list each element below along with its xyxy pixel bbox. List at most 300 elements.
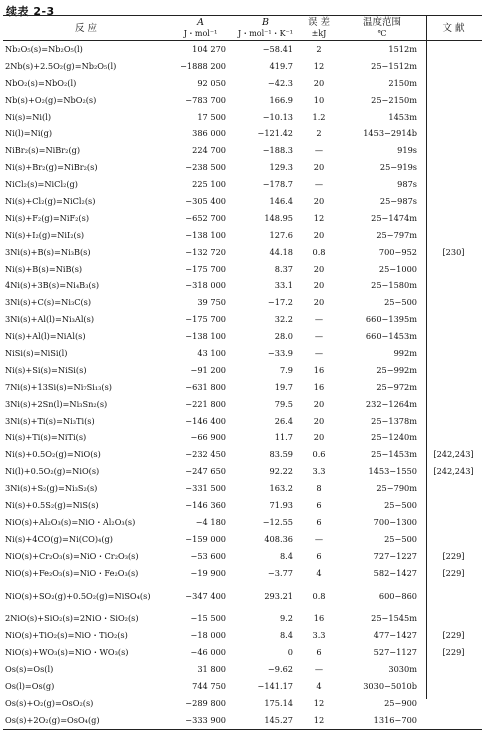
- error-cell: 0.6: [312, 449, 326, 460]
- reference-cell: [229]: [442, 647, 465, 658]
- reference-cell: [425, 328, 482, 345]
- reference-cell: [425, 125, 482, 142]
- a-cell: −331 500: [185, 483, 226, 494]
- reference-cell: [425, 92, 482, 109]
- temp-range-cell: 3030m: [388, 664, 417, 675]
- b-cell: 83.59: [269, 449, 293, 460]
- reaction-cell: Ni(s)+0.5O₂(g)=NiO(s): [5, 449, 101, 460]
- table-row: [3, 277, 482, 294]
- table-row: [3, 227, 482, 244]
- error-cell: 20: [313, 297, 325, 308]
- a-cell: 386 000: [192, 128, 226, 139]
- table-row: [3, 582, 482, 611]
- table-row: [3, 712, 482, 729]
- b-cell: 7.9: [279, 364, 293, 375]
- col-header-b-unit: J・mol⁻¹・K⁻¹: [237, 29, 293, 38]
- b-cell: 33.1: [274, 280, 293, 291]
- reference-cell: [425, 396, 482, 413]
- a-cell: 31 800: [197, 664, 226, 675]
- reaction-cell: Ni(s)+Si(s)=NiSi(s): [5, 364, 87, 375]
- reaction-cell: Ni(s)+B(s)=NiB(s): [5, 263, 83, 274]
- error-cell: 16: [313, 613, 325, 624]
- error-cell: —: [314, 664, 324, 675]
- a-cell: −19 900: [190, 567, 226, 578]
- error-cell: 16: [313, 364, 325, 375]
- reference-cell: [425, 429, 482, 446]
- error-cell: —: [314, 331, 324, 342]
- column-divider: [426, 15, 427, 699]
- reference-cell: [425, 41, 482, 58]
- temp-range-cell: 25−1000: [378, 263, 417, 274]
- table-row: [3, 644, 482, 661]
- error-cell: 20: [313, 432, 325, 443]
- b-cell: −33.9: [267, 347, 293, 358]
- table-row: [3, 565, 482, 582]
- temp-range-cell: 25−900: [384, 697, 417, 708]
- table-row: [3, 611, 482, 628]
- reference-cell: [425, 362, 482, 379]
- temp-range-cell: 582−1427: [373, 567, 417, 578]
- table-row: [3, 695, 482, 712]
- b-cell: 71.93: [269, 499, 293, 510]
- a-cell: 43 100: [197, 347, 226, 358]
- table-row: [3, 41, 482, 58]
- error-cell: 12: [313, 697, 325, 708]
- reaction-cell: NiO(s)+SO₂(g)+0.5O₂(g)=NiSO₄(s): [5, 590, 151, 601]
- a-cell: −146 400: [185, 415, 226, 426]
- reaction-cell: NiO(s)+Cr₂O₃(s)=NiO・Cr₂O₃(s): [5, 550, 139, 561]
- a-cell: −66 900: [190, 432, 226, 443]
- reaction-cell: NiO(s)+TiO₂(s)=NiO・TiO₂(s): [5, 630, 128, 641]
- a-cell: −138 100: [185, 331, 226, 342]
- a-cell: 39 750: [197, 297, 226, 308]
- temp-range-cell: 3030−5010b: [363, 681, 417, 691]
- a-cell: −132 720: [185, 246, 226, 257]
- reaction-cell: Ni(s)+0.5S₂(g)=NiS(s): [5, 499, 99, 510]
- table-row: [3, 548, 482, 565]
- temp-range-cell: 25−790m: [376, 483, 417, 494]
- reference-cell: [425, 142, 482, 159]
- b-cell: 79.5: [274, 398, 293, 409]
- temp-range-cell: 700−1300: [373, 516, 417, 527]
- table-row: [3, 531, 482, 548]
- temp-range-cell: 25−987s: [379, 195, 417, 206]
- temp-range-cell: 1316−700: [339, 712, 425, 729]
- a-cell: −138 100: [185, 229, 226, 240]
- b-cell: 129.3: [269, 162, 293, 173]
- col-header-error: [299, 16, 339, 41]
- reference-cell: [425, 75, 482, 92]
- b-cell: 175.14: [264, 697, 293, 708]
- a-cell: 224 700: [192, 145, 226, 156]
- a-cell: −46 000: [190, 647, 226, 658]
- col-header-b: [232, 16, 299, 41]
- reaction-cell: Nb₂O₅(s)=Nb₂O₅(l): [5, 43, 83, 54]
- error-cell: 0.8: [312, 246, 326, 257]
- col-header-reaction: 反 应: [3, 16, 169, 41]
- reaction-cell: Nb(s)+O₂(g)=NbO₂(s): [5, 94, 97, 105]
- a-cell: −232 450: [185, 449, 226, 460]
- temp-range-cell: 987s: [397, 179, 417, 190]
- a-cell: −783 700: [185, 94, 226, 105]
- b-cell: 8.37: [274, 263, 293, 274]
- table-row: [3, 294, 482, 311]
- b-cell: −42.3: [267, 77, 293, 88]
- b-cell: 166.9: [269, 94, 293, 105]
- reference-cell: [425, 497, 482, 514]
- error-cell: 20: [313, 195, 325, 206]
- reference-cell: [425, 176, 482, 193]
- temp-range-cell: 1512m: [388, 43, 417, 54]
- table-row: [3, 193, 482, 210]
- a-cell: −221 800: [185, 398, 226, 409]
- error-cell: 2: [316, 128, 322, 139]
- reference-cell: [229]: [442, 567, 465, 578]
- error-cell: 3.3: [312, 466, 326, 477]
- col-header-a-unit: J・mol⁻¹: [183, 29, 218, 38]
- table-row: [3, 210, 482, 227]
- reaction-cell: 3Ni(s)+S₂(g)=Ni₃S₂(s): [5, 483, 98, 494]
- reference-cell: [425, 695, 482, 712]
- reaction-cell: Os(s)=Os(l): [5, 664, 54, 675]
- reference-cell: [425, 582, 482, 611]
- error-cell: 4: [316, 567, 322, 578]
- reference-cell: [425, 480, 482, 497]
- error-cell: 20: [313, 398, 325, 409]
- temp-range-cell: 232−1264m: [365, 398, 417, 409]
- error-cell: 6: [316, 499, 322, 510]
- reference-cell: [229]: [442, 630, 465, 641]
- temp-range-cell: 1453−2914b: [363, 128, 417, 139]
- b-cell: −9.62: [267, 664, 293, 675]
- table-row: [3, 396, 482, 413]
- b-cell: 163.2: [269, 483, 293, 494]
- table-row: [3, 58, 482, 75]
- temp-range-cell: 660−1395m: [365, 314, 417, 325]
- error-cell: 2: [316, 43, 322, 54]
- b-cell: 146.4: [269, 195, 293, 206]
- temp-range-cell: 1453m: [388, 111, 417, 122]
- reaction-cell: 3Ni(s)+Al(l)=Ni₃Al(s): [5, 314, 95, 325]
- reaction-cell: 3Ni(s)+B(s)=Ni₃B(s): [5, 246, 91, 257]
- a-cell: −238 500: [185, 162, 226, 173]
- b-cell: 0: [287, 647, 293, 658]
- reference-cell: [425, 514, 482, 531]
- reaction-cell: 2NiO(s)+SiO₂(s)=2NiO・SiO₂(s): [5, 613, 139, 624]
- table-row: [3, 311, 482, 328]
- reaction-cell: Ni(s)+Br₂(g)=NiBr₂(s): [5, 162, 98, 173]
- temp-range-cell: 25−1512m: [371, 60, 417, 71]
- b-cell: 148.95: [264, 212, 293, 223]
- table-row: [3, 75, 482, 92]
- a-cell: 744 750: [192, 681, 226, 691]
- temp-range-cell: 1453−1550: [368, 466, 417, 477]
- reaction-cell: Ni(s)+I₂(g)=NiI₂(s): [5, 229, 85, 240]
- a-cell: 17 500: [197, 111, 226, 122]
- reaction-cell: 4Ni(s)+3B(s)=Ni₄B₃(s): [5, 280, 100, 291]
- temp-range-cell: 25−1378m: [371, 415, 417, 426]
- reaction-cell: Ni(s)+Ti(s)=NiTi(s): [5, 432, 87, 443]
- reaction-cell: Ni(s)+F₂(g)=NiF₂(s): [5, 212, 90, 223]
- table-row: [3, 328, 482, 345]
- a-cell: −175 700: [185, 263, 226, 274]
- error-cell: —: [314, 314, 324, 325]
- error-cell: 20: [313, 229, 325, 240]
- page-title: 续表 2-3: [6, 5, 55, 18]
- error-cell: 20: [313, 77, 325, 88]
- error-cell: 20: [313, 263, 325, 274]
- reference-cell: [425, 712, 482, 729]
- reference-cell: [242,243]: [433, 449, 474, 460]
- reference-cell: [425, 294, 482, 311]
- a-cell: −318 000: [185, 280, 226, 291]
- b-cell: 419.7: [269, 60, 293, 71]
- reaction-cell: NiSi(s)=NiSi(l): [5, 347, 68, 358]
- a-cell: −247 650: [185, 466, 226, 477]
- thermo-data-table: [3, 15, 482, 730]
- temp-range-cell: 600−860: [378, 590, 417, 601]
- a-cell: −347 400: [185, 590, 226, 601]
- reaction-cell: Ni(s)+Cl₂(g)=NiCl₂(s): [5, 195, 96, 206]
- reaction-cell: NiO(s)+WO₃(s)=NiO・WO₃(s): [5, 647, 129, 658]
- a-cell: 92 050: [197, 77, 226, 88]
- reaction-cell: Ni(s)+Al(l)=NiAl(s): [5, 331, 86, 342]
- table-row: [3, 176, 482, 193]
- b-cell: 11.7: [274, 432, 293, 443]
- col-header-temp-label: 温度范围: [362, 17, 401, 28]
- reaction-cell: NiBr₂(s)=NiBr₂(g): [5, 145, 81, 156]
- error-cell: —: [314, 145, 324, 156]
- a-cell: −305 400: [185, 195, 226, 206]
- error-cell: 4: [316, 681, 322, 691]
- col-header-error-label: 误 差: [307, 17, 331, 28]
- temp-range-cell: 25−500: [384, 499, 417, 510]
- temp-range-cell: 25−1453m: [371, 449, 417, 460]
- reference-cell: [425, 531, 482, 548]
- col-header-b-symbol: B: [262, 17, 269, 28]
- a-cell: −146 360: [185, 499, 226, 510]
- temp-range-cell: 2150m: [388, 77, 417, 88]
- table-row: [3, 379, 482, 396]
- reaction-cell: 7Ni(s)+13Si(s)=Ni₇Si₁₃(s): [5, 381, 112, 392]
- b-cell: 293.21: [264, 590, 293, 601]
- error-cell: 6: [316, 550, 322, 561]
- table-row: [3, 244, 482, 261]
- temp-range-cell: 25−1545m: [371, 613, 417, 624]
- a-cell: 104 270: [192, 43, 226, 54]
- col-header-error-unit: ±kJ: [311, 29, 327, 38]
- error-cell: —: [314, 347, 324, 358]
- b-cell: 8.4: [279, 630, 293, 641]
- temp-range-cell: 25−797m: [376, 229, 417, 240]
- table-row: [3, 627, 482, 644]
- table-row: [3, 261, 482, 278]
- temp-range-cell: 25−919s: [379, 162, 417, 173]
- error-cell: 6: [316, 516, 322, 527]
- temp-range-cell: 660−1453m: [365, 331, 417, 342]
- a-cell: −159 000: [185, 533, 226, 544]
- reference-cell: [425, 193, 482, 210]
- reaction-cell: 3Ni(s)+C(s)=Ni₃C(s): [5, 297, 92, 308]
- table-row: [3, 661, 482, 678]
- error-cell: 3.3: [312, 630, 326, 641]
- b-cell: 19.7: [274, 381, 293, 392]
- table-row: [3, 678, 482, 695]
- reaction-cell: Os(l)=Os(g): [5, 681, 55, 691]
- a-cell: −333 900: [169, 712, 232, 729]
- col-header-temp: [339, 16, 425, 41]
- b-cell: −17.2: [267, 297, 293, 308]
- error-cell: 10: [313, 94, 325, 105]
- temp-range-cell: 25−1580m: [371, 280, 417, 291]
- table-row: [3, 362, 482, 379]
- a-cell: −1888 200: [180, 60, 226, 71]
- b-cell: 28.0: [274, 331, 293, 342]
- reference-cell: [425, 159, 482, 176]
- col-header-ref: 文 献: [425, 16, 482, 41]
- b-cell: −3.77: [267, 567, 293, 578]
- reference-cell: [425, 413, 482, 430]
- b-cell: −188.3: [262, 145, 293, 156]
- b-cell: −141.17: [257, 681, 293, 691]
- reaction-cell: 2Nb(s)+2.5O₂(g)=Nb₂O₅(l): [5, 60, 117, 71]
- reference-cell: [425, 678, 482, 695]
- table-row: [3, 463, 482, 480]
- a-cell: −4 180: [195, 516, 226, 527]
- a-cell: −631 800: [185, 381, 226, 392]
- temp-range-cell: 992m: [393, 347, 417, 358]
- temp-range-cell: 25−1240m: [371, 432, 417, 443]
- table-row: [3, 497, 482, 514]
- b-cell: 92.22: [269, 466, 293, 477]
- b-cell: 408.36: [264, 533, 293, 544]
- b-cell: −12.55: [262, 516, 293, 527]
- b-cell: −10.13: [262, 111, 293, 122]
- reaction-cell: Ni(s)=Ni(l): [5, 111, 52, 122]
- reference-cell: [425, 261, 482, 278]
- reference-cell: [425, 379, 482, 396]
- table-row: [3, 514, 482, 531]
- b-cell: −178.7: [262, 179, 293, 190]
- col-header-a-symbol: A: [197, 17, 204, 28]
- table-header: [3, 16, 482, 41]
- a-cell: 225 100: [192, 179, 226, 190]
- a-cell: −175 700: [185, 314, 226, 325]
- reference-cell: [425, 311, 482, 328]
- error-cell: 8: [316, 483, 322, 494]
- temp-range-cell: 700−952: [378, 246, 417, 257]
- reaction-cell: 3Ni(s)+2Sn(l)=Ni₃Sn₂(s): [5, 398, 108, 409]
- b-cell: 8.4: [279, 550, 293, 561]
- table-row: [3, 142, 482, 159]
- reference-cell: [425, 277, 482, 294]
- a-cell: −53 600: [190, 550, 226, 561]
- reference-cell: [425, 227, 482, 244]
- reaction-cell: NiCl₂(s)=NiCl₂(g): [5, 179, 78, 190]
- error-cell: 1.2: [312, 111, 326, 122]
- thermo-table-container: [3, 15, 482, 730]
- table-row: [3, 125, 482, 142]
- table-row: [3, 345, 482, 362]
- error-cell: 20: [313, 280, 325, 291]
- reference-cell: [425, 611, 482, 628]
- a-cell: −289 800: [185, 697, 226, 708]
- table-row: [3, 159, 482, 176]
- error-cell: 20: [313, 415, 325, 426]
- table-row: [3, 429, 482, 446]
- reference-cell: [425, 345, 482, 362]
- a-cell: −652 700: [185, 212, 226, 223]
- reaction-cell: NiO(s)+Fe₂O₃(s)=NiO・Fe₂O₃(s): [5, 567, 139, 578]
- temp-range-cell: 25−2150m: [371, 94, 417, 105]
- error-cell: 0.8: [312, 590, 326, 601]
- temp-range-cell: 527−1127: [373, 647, 417, 658]
- reaction-cell: NbO₂(s)=NbO₂(l): [5, 77, 77, 88]
- temp-range-cell: 477−1427: [373, 630, 417, 641]
- reaction-cell: Ni(l)=Ni(g): [5, 128, 53, 139]
- reaction-cell: Os(s)+2O₂(g)=OsO₄(g): [3, 712, 169, 729]
- reaction-cell: Ni(s)+4CO(g)=Ni(CO)₄(g): [5, 533, 113, 544]
- table-row: [3, 480, 482, 497]
- temp-range-cell: 25−500: [384, 297, 417, 308]
- error-cell: 12: [299, 712, 339, 729]
- reference-cell: [230]: [442, 246, 465, 257]
- table-row: [3, 109, 482, 126]
- error-cell: —: [314, 179, 324, 190]
- table-row: [3, 92, 482, 109]
- a-cell: −91 200: [190, 364, 226, 375]
- a-cell: −18 000: [190, 630, 226, 641]
- error-cell: 20: [313, 162, 325, 173]
- table-row: [3, 413, 482, 430]
- col-header-a: [169, 16, 232, 41]
- reference-cell: [425, 58, 482, 75]
- b-cell: 32.2: [274, 314, 293, 325]
- b-cell: 127.6: [269, 229, 293, 240]
- reaction-cell: NiO(s)+Al₂O₃(s)=NiO・Al₂O₃(s): [5, 516, 136, 527]
- a-cell: −15 500: [190, 613, 226, 624]
- b-cell: −58.41: [262, 43, 293, 54]
- temp-range-cell: 919s: [397, 145, 417, 156]
- reaction-cell: 3Ni(s)+Ti(s)=Ni₃Ti(s): [5, 415, 95, 426]
- reaction-cell: Os(s)+O₂(g)=OsO₂(s): [5, 697, 94, 708]
- temp-range-cell: 727−1227: [373, 550, 417, 561]
- error-cell: 6: [316, 647, 322, 658]
- error-cell: —: [314, 533, 324, 544]
- table-body: [3, 41, 482, 730]
- b-cell: −121.42: [257, 128, 293, 139]
- reference-cell: [425, 661, 482, 678]
- error-cell: 12: [313, 212, 325, 223]
- temp-range-cell: 25−972m: [376, 381, 417, 392]
- reference-cell: [229]: [442, 550, 465, 561]
- table-row: [3, 446, 482, 463]
- error-cell: 12: [313, 60, 325, 71]
- reference-cell: [425, 109, 482, 126]
- b-cell: 44.18: [269, 246, 293, 257]
- error-cell: 16: [313, 381, 325, 392]
- b-cell: 26.4: [274, 415, 293, 426]
- b-cell: 9.2: [279, 613, 293, 624]
- b-cell: 145.27: [232, 712, 299, 729]
- col-header-temp-unit: ℃: [377, 29, 387, 38]
- temp-range-cell: 25−992m: [376, 364, 417, 375]
- reaction-cell: Ni(l)+0.5O₂(g)=NiO(s): [5, 466, 100, 477]
- temp-range-cell: 25−1474m: [371, 212, 417, 223]
- reference-cell: [425, 210, 482, 227]
- reference-cell: [242,243]: [433, 466, 474, 477]
- temp-range-cell: 25−500: [384, 533, 417, 544]
